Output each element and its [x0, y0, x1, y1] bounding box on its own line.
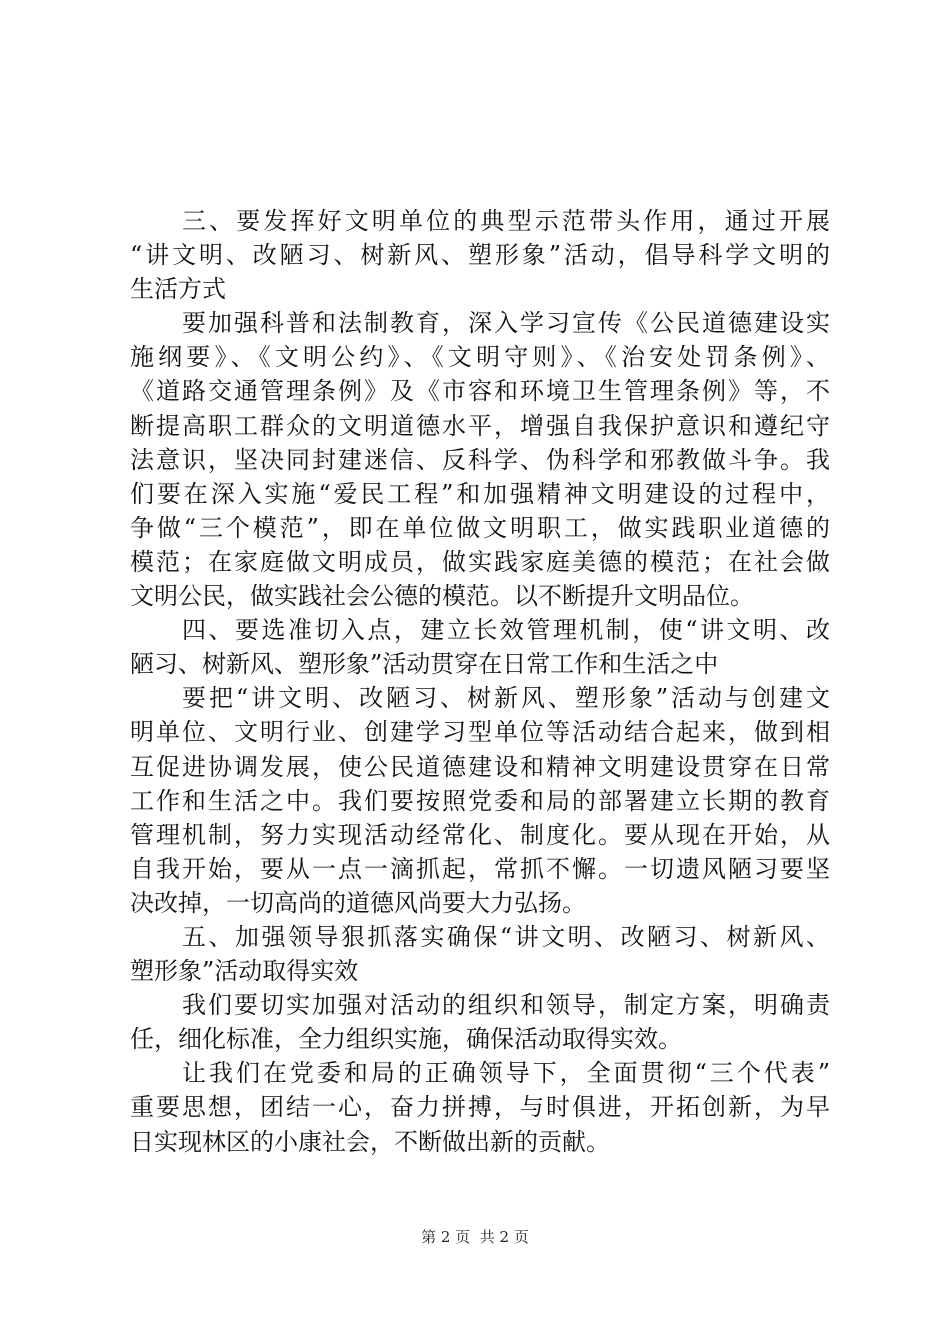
paragraph-line: 法意识，坚决同封建迷信、反科学、伪科学和邪教做斗争。我: [130, 445, 830, 474]
paragraph-line: 任，细化标准，全力组织实施，确保活动取得实效。: [130, 1025, 682, 1054]
section-heading-3-line-2: “讲文明、改陋习、树新风、塑形象”活动，倡导科学文明的: [130, 241, 830, 270]
paragraph-line: 们要在深入实施“爱民工程”和加强精神文明建设的过程中，: [130, 479, 830, 508]
paragraph-line: 决改掉，一切高尚的道德风尚要大力弘扬。: [130, 888, 586, 917]
paragraph-line: 要把“讲文明、改陋习、树新风、塑形象”活动与创建文: [182, 684, 830, 713]
closing-paragraph-line: 日实现林区的小康社会，不断做出新的贡献。: [130, 1127, 610, 1156]
section-heading-3-line-3: 生活方式: [130, 275, 226, 304]
paragraph-line: 管理机制，努力实现活动经常化、制度化。要从现在开始，从: [130, 820, 830, 849]
paragraph-line: 争做“三个模范”，即在单位做文明职工，做实践职业道德的: [130, 513, 830, 542]
paragraph-line: 要加强科普和法制教育，深入学习宣传《公民道德建设实: [182, 309, 830, 338]
closing-paragraph-line: 重要思想，团结一心，奋力拼搏，与时俱进，开拓创新，为早: [130, 1093, 830, 1122]
section-heading-4-line-1: 四、要选准切入点，建立长效管理机制，使“讲文明、改: [182, 616, 830, 645]
paragraph-line: 模范；在家庭做文明成员，做实践家庭美德的模范；在社会做: [130, 547, 830, 576]
section-heading-5-line-1: 五、加强领导狠抓落实确保“讲文明、改陋习、树新风、: [182, 922, 830, 951]
paragraph-line: 文明公民，做实践社会公德的模范。以不断提升文明品位。: [130, 582, 754, 611]
paragraph-line: 自我开始，要从一点一滴抓起，常抓不懈。一切遗风陋习要坚: [130, 854, 830, 883]
paragraph-line: 断提高职工群众的文明道德水平，增强自我保护意识和遵纪守: [130, 411, 830, 440]
document-body: [130, 204, 830, 1159]
paragraph-line: 互促进协调发展，使公民道德建设和精神文明建设贯穿在日常: [130, 752, 830, 781]
closing-paragraph-line: 让我们在党委和局的正确领导下，全面贯彻“三个代表”: [182, 1059, 830, 1088]
page-footer: [0, 1227, 950, 1247]
section-heading-3-line-1: 三、要发挥好文明单位的典型示范带头作用，通过开展: [182, 207, 830, 235]
page-number-label: 第 2 页 共 2 页: [421, 1228, 529, 1246]
section-heading-4-line-2: 陋习、树新风、塑形象”活动贯穿在日常工作和生活之中: [130, 650, 719, 679]
paragraph-line: 我们要切实加强对活动的组织和领导，制定方案，明确责: [182, 991, 830, 1020]
paragraph-line: 施纲要》、《文明公约》、《文明守则》、《治安处罚条例》、: [130, 343, 830, 372]
paragraph-line: 《道路交通管理条例》及《市容和环境卫生管理条例》等，不: [130, 377, 830, 406]
paragraph-line: 工作和生活之中。我们要按照党委和局的部署建立长期的教育: [130, 786, 830, 815]
section-heading-5-line-2: 塑形象”活动取得实效: [130, 957, 359, 986]
paragraph-line: 明单位、文明行业、创建学习型单位等活动结合起来，做到相: [130, 718, 830, 747]
